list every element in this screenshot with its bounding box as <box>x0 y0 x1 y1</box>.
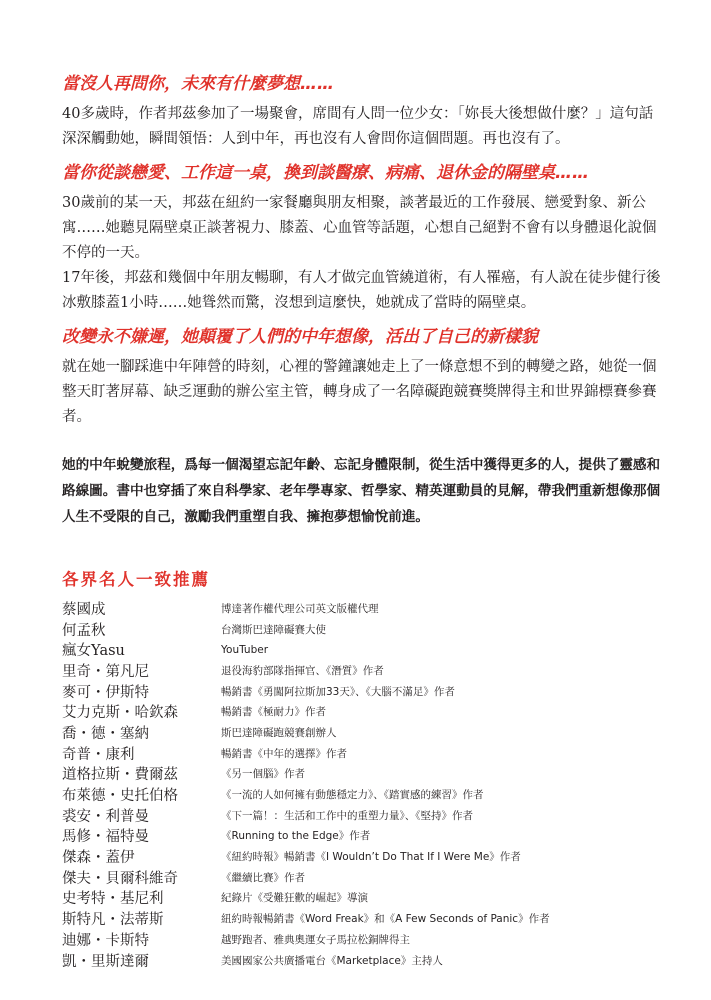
recommender-title: 《紐約時報》暢銷書《I Wouldn’t Do That If I Were Me》作者 <box>221 851 521 864</box>
section-heading: 當沒人再問你，未來有什麼夢想…… <box>62 74 334 94</box>
recommendation-row <box>62 805 662 826</box>
section-heading: 當你從談戀愛、工作這一桌，換到談醫療、病痛、退休金的隔壁桌…… <box>62 163 589 183</box>
recommender-name: 史考特・基尼利 <box>62 891 164 908</box>
recommender-name: 喬・德・塞納 <box>62 725 149 742</box>
recommendation-row <box>62 619 662 640</box>
recommendation-row <box>62 722 662 743</box>
recommendation-row <box>62 846 662 867</box>
recommendation-row <box>62 743 662 764</box>
recommender-title: 《另一個腦》作者 <box>221 768 305 781</box>
recommender-name: 瘋女Yasu <box>62 643 125 660</box>
recommender-title: 《下一篇！：生活和工作中的重塑力量》、《堅持》作者 <box>221 809 473 822</box>
recommendation-row <box>62 764 662 785</box>
recommender-name: 道格拉斯・費爾茲 <box>62 767 178 784</box>
section-next-table <box>62 161 662 316</box>
recommender-name: 迪娜・卡斯特 <box>62 932 149 949</box>
section-paragraph: 30歲前的某一天，邦茲在紐約一家餐廳與朋友相聚，談著最近的工作發展、戀愛對象、新公寓……她聽見隔壁桌正談著視力、膝蓋、心血管等話題，心想自己絕對不會有以身體退化說個不停的一天。 <box>62 195 657 261</box>
recommendation-row <box>62 598 662 619</box>
recommender-name: 裘安・利普曼 <box>62 808 149 825</box>
recommendation-row <box>62 867 662 888</box>
recommender-name: 奇普・康利 <box>62 746 135 763</box>
recommender-title: 《一流的人如何擁有動態穩定力》、《踏實感的練習》作者 <box>221 789 484 802</box>
recommendation-row <box>62 681 662 702</box>
section-never-too-late <box>62 325 662 430</box>
recommender-name: 馬修・福特曼 <box>62 829 149 846</box>
section-paragraph: 就在她一腳踩進中年陣營的時刻，心裡的警鐘讓她走上了一條意想不到的轉變之路，她從一個整天盯著屏幕、缺乏運動的辦公室主管，轉身成了一名障礙跑競賽獎牌得主和世界錦標賽參賽者。 <box>62 359 657 425</box>
section-paragraph: 17年後，邦茲和幾個中年朋友暢聊，有人才做完血管繞道術，有人罹癌，有人說在徒步健行後冰敷膝蓋1小時……她聳然而驚，沒想到這麼快，她就成了當時的隔壁桌。 <box>62 270 661 311</box>
recommender-title: 博達著作權代理公司英文版權代理 <box>221 602 379 615</box>
summary-paragraph: 她的中年蛻變旅程，爲每一個渴望忘記年齡、忘記身體限制，從生活中獲得更多的人，提供了靈感和路線圖。書中也穿插了來自科學家、老年學專家、哲學家、精英運動員的見解，帶我們重新想像那個人生不受限的自己，激勵我們重塑自我、擁抱夢想愉悅前進。 <box>62 457 661 525</box>
recommendation-row <box>62 701 662 722</box>
recommender-title: 退役海豹部隊指揮官、《潛質》作者 <box>221 664 384 677</box>
recommender-title: 暢銷書《中年的選擇》作者 <box>221 747 347 760</box>
recommender-title: 《繼續比賽》作者 <box>221 871 305 884</box>
recommender-title: 紀錄片《受難狂歡的崛起》導演 <box>221 892 368 905</box>
recommender-title: 暢銷書《極耐力》作者 <box>221 706 326 719</box>
recommender-title: 台灣斯巴達障礙賽大使 <box>221 623 326 636</box>
recommender-title: 《Running to the Edge》作者 <box>221 830 371 843</box>
recommender-title: 越野跑者、雅典奧運女子馬拉松銅牌得主 <box>221 933 410 946</box>
recommender-name: 傑森・蓋伊 <box>62 850 135 867</box>
recommender-name: 凱・里斯達爾 <box>62 953 149 970</box>
recommender-name: 傑夫・貝爾科維奇 <box>62 870 178 887</box>
recommendation-row <box>62 888 662 909</box>
section-paragraph: 40多歲時，作者邦茲參加了一場聚會，席間有人問一位少女：「妳長大後想做什麼？」這句話深深觸動她，瞬間領悟：人到中年，再也沒有人會問你這個問題。再也沒有了。 <box>62 106 654 147</box>
recommender-title: YouTuber <box>221 643 269 656</box>
recommender-title: 暢銷書《勇闖阿拉斯加33天》、《大腦不滿足》作者 <box>221 685 455 698</box>
recommender-name: 麥可・伊斯特 <box>62 684 149 701</box>
recommender-name: 艾力克斯・哈欽森 <box>62 705 178 722</box>
recommendation-row <box>62 660 662 681</box>
page-content <box>62 72 662 970</box>
recommendations-list <box>62 598 662 970</box>
recommendation-row <box>62 950 662 971</box>
recommendation-row <box>62 639 662 660</box>
recommender-name: 蔡國成 <box>62 601 106 618</box>
recommendation-row <box>62 908 662 929</box>
section-dreams <box>62 72 662 152</box>
recommender-title: 美國國家公共廣播電台《Marketplace》主持人 <box>221 954 443 967</box>
recommender-title: 紐約時報暢銷書《Word Freak》和《A Few Seconds of Panic》作者 <box>221 913 550 926</box>
recommendation-row <box>62 784 662 805</box>
recommendations-title: 各界名人一致推薦 <box>62 570 210 589</box>
recommender-name: 何孟秋 <box>62 622 106 639</box>
recommender-name: 里奇・第凡尼 <box>62 663 149 680</box>
recommender-name: 斯特凡・法蒂斯 <box>62 912 164 929</box>
section-heading: 改變永不嫌遲，她顛覆了人們的中年想像，活出了自己的新樣貌 <box>62 327 538 347</box>
recommendation-row <box>62 826 662 847</box>
recommender-name: 布萊德・史托伯格 <box>62 788 178 805</box>
recommendation-row <box>62 929 662 950</box>
recommender-title: 斯巴達障礙跑競賽創辦人 <box>221 726 337 739</box>
